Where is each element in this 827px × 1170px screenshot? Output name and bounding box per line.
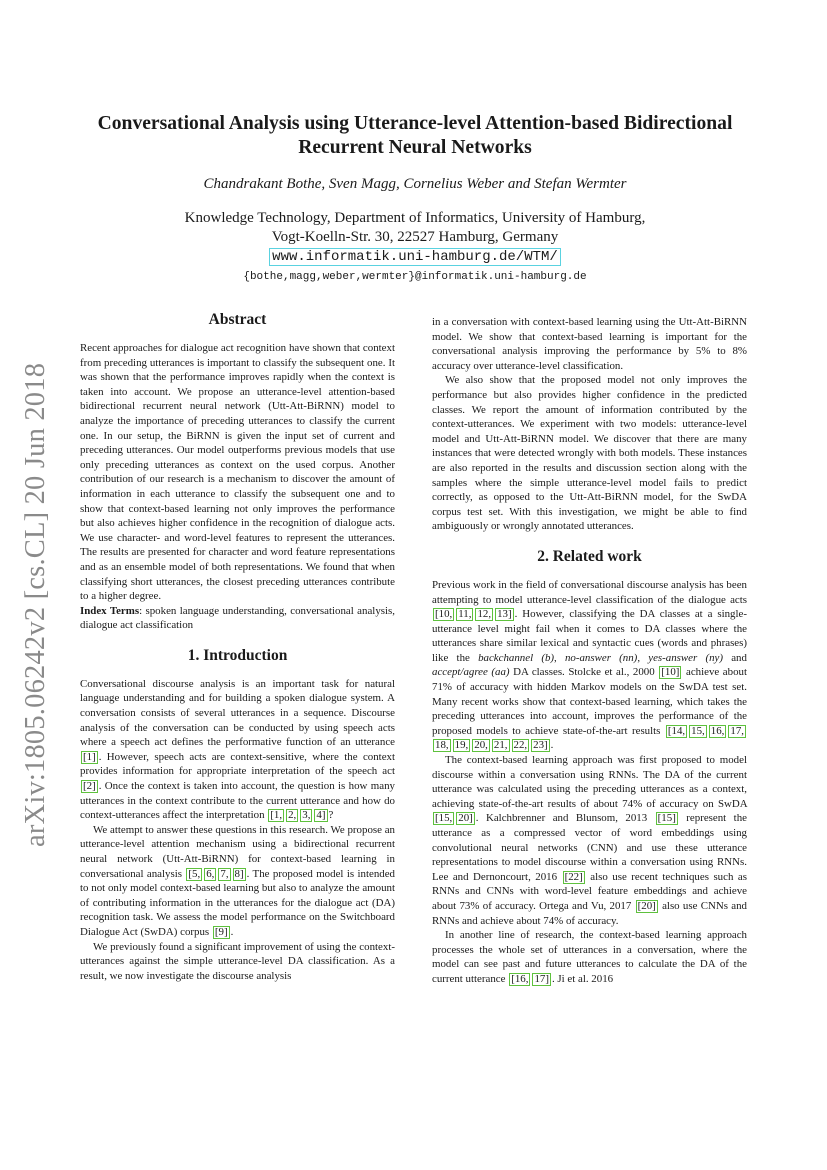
paper-title [80, 112, 750, 160]
citation-link[interactable]: 21, [493, 739, 508, 752]
citation-link[interactable]: [10, [435, 608, 453, 621]
citation-link[interactable]: 20] [458, 812, 473, 825]
citation-link[interactable]: 20, [474, 739, 488, 752]
citation-link[interactable]: 16, [710, 724, 725, 737]
affiliation-line-1: Knowledge Technology, Department of Informatics, University of Hamburg, [184, 210, 646, 226]
intro-paragraph-4: We also show that the proposed model not only improves the performance but also provides higher confidence in the predicted classes. We report the amount of information contributed by the context-utterances. We experiment with two models: utterance-level model and Utt-Att-BiRNN model. We discover that there are many instances that were detected wrongly with both models. These instances are also reported in the results and discussion section along with the samples where the simple utterance-level model fails to predict correctly, as opposed to the Utt-Att-BiRNN model, for the SwDA corpus test set. With this investigation, we might be able to find ambiguously or wrongly annotated utterances. [432, 374, 747, 533]
related-paragraph-3: In another line of research, the context-based learning approach processes the whole set of utterances in a conversation, where the model can see past and future utterances to calculate the DA of the current utterance [16, 17] . Ji et al. 2016 [432, 929, 747, 985]
citation-link[interactable]: 18, [435, 739, 449, 752]
intro-paragraph-1: Conversational discourse analysis is an important task for natural language understanding and for building a spoken dialogue system. A conversation consists of several utterances in a sequence. Discourse analysis of the conversation can be conducted by using speech acts where a speech act defines the performative function of an utterance [1] . However, speech acts are context-sensitive, where the context provides information for appropriate interpretation of the speech act [2] . Once the context is taken into account, the question is how many utterances in the context contribute to the current utterance and how do context-utterances affect the interpretation [1, 2, 3, 4] ? [80, 677, 395, 822]
citation-link[interactable]: [16, [511, 972, 529, 985]
affiliation-line-2: Vogt-Koelln-Str. 30, 22527 Hamburg, Germany [271, 229, 559, 245]
intro-paragraph-3: We previously found a significant improvement of using the context-utterances against the simple utterance-level DA classification. As a result, we now investigate the discourse analysis [80, 940, 395, 982]
citation-link[interactable]: 17, [730, 724, 744, 737]
citation-link[interactable]: 15, [691, 724, 705, 737]
citation-link[interactable]: [22] [564, 870, 583, 883]
affiliation [80, 209, 750, 286]
arxiv-side-label: arXiv:1805.06242v2 [cs.CL] 20 Jun 2018 [20, 362, 51, 848]
citation-link[interactable]: 23] [533, 739, 548, 752]
abstract-text: Recent approaches for dialogue act recognition have shown that context from preceding utterances is important to classify the subsequent one. It was shown that the performance improves rapidly when the context is taken into account. We propose an utterance-level attention-based bidirectional recurrent neural network (Utt-Att-BiRNN) model to analyze the importance of preceding utterances to classify the current one. In our setup, the BiRNN is given the input set of current and preceding utterances. Our model outperforms previous models that use only preceding utterances as context on the used corpus. Another contribution of our research is a mechanism to discover the amount of information in each utterance to classify the subsequent one and to show that context-based learning not only improves the performance but also achieves higher confidence in the recognition of dialogue acts. We use character- and word-level features to represent the utterances. The results are presented for character and word feature representations and as an ensemble model of both representations. We found that when classifying short utterances, the closest preceding utterances contribute to a higher degree. [80, 342, 395, 603]
index-terms-text: : spoken language understanding, conversational analysis, dialogue act classification [80, 604, 395, 632]
title-line-1: Conversational Analysis using Utterance-level Attention-based Bidirectional [97, 113, 733, 134]
related-work-heading: 2. Related work [537, 547, 642, 565]
group-url-link[interactable]: www.informatik.uni-hamburg.de/WTM/ [269, 248, 561, 266]
related-paragraph-1: Previous work in the field of conversational discourse analysis has been attempting to model utterance-level classification of the dialogue acts [10, 11, 12, 13] . However, classifying the DA classes at a single-utterance level might fail when it comes to DA classes where the utterances share similar lexical and syntactic cues (words and phrases) like the backchannel (b), no-answer (nn), yes-answer (ny) and accept/agree (aa) DA classes. Stolcke et al., 2000 [10] achieve about 71% of accuracy with hidden Markov models on the SwDA test set. Many recent works show that context-based learning, which takes the preceding utterances into account, improves the performance of the proposed models to achieve state-of-the-art results [14, 15, 16, 17,18, 19, 20, 21, 22, 23] . [432, 578, 747, 752]
citation-link[interactable]: [14, [667, 724, 686, 737]
citation-link[interactable]: 6, [206, 867, 215, 880]
index-terms-label: Index Terms [80, 604, 140, 617]
citation-link[interactable]: 22, [513, 739, 528, 752]
citation-link[interactable]: 8] [234, 867, 244, 880]
index-terms [80, 604, 395, 633]
introduction-heading: 1. Introduction [187, 646, 288, 664]
intro-paragraph-2: We attempt to answer these questions in this research. We propose an utterance-level attention mechanism using a bidirectional recurrent neural network (Utt-Att-BiRNN) for context-based learning in conversational analysis [5, 6, 7, 8] . The proposed model is intended to not only model context-based learning but also to analyze the amount of contributing information in the utterances for the dialogue act (DA) recognition task. We assess the model performance on the Switchboard Dialogue Act (SwDA) corpus [9] . [80, 823, 395, 938]
intro-paragraph-3-continued: in a conversation with context-based learning using the Utt-Att-BiRNN model. We show that context-based learning is important for the conversational analysis improving the performance by 5% to 8% accuracy over utterance-level classification. [432, 316, 747, 372]
citation-link[interactable]: 3, [302, 809, 311, 822]
citation-link[interactable]: [15] [657, 812, 676, 825]
citation-link[interactable]: 17] [534, 972, 549, 985]
citation-link[interactable]: [9] [214, 925, 228, 938]
citation-link[interactable]: 2, [288, 809, 297, 822]
citation-link[interactable]: [5, [188, 867, 201, 880]
author-emails: {bothe,magg,weber,wermter}@informatik.uni-hamburg.de [243, 271, 587, 283]
author-list: Chandrakant Bothe, Sven Magg, Cornelius Weber and Stefan Wermter [203, 176, 627, 192]
citation-link[interactable]: 4] [316, 809, 326, 822]
citation-link[interactable]: [10] [661, 666, 680, 679]
citation-link[interactable]: [2] [83, 780, 96, 793]
left-column [80, 310, 395, 983]
citation-link[interactable]: [15, [435, 812, 453, 825]
right-column [432, 315, 747, 987]
citation-link[interactable]: [1] [83, 750, 96, 763]
citation-link[interactable]: 7, [220, 867, 229, 880]
abstract-heading: Abstract [208, 311, 267, 328]
citation-link[interactable]: [20] [637, 899, 656, 912]
citation-link[interactable]: 19, [454, 739, 469, 752]
citation-link[interactable]: 11, [458, 608, 472, 621]
citation-link[interactable]: 13] [497, 608, 512, 621]
citation-link[interactable]: [1, [270, 809, 283, 822]
title-line-2: Recurrent Neural Networks [298, 137, 532, 158]
citation-link[interactable]: 12, [477, 608, 492, 621]
related-paragraph-2: The context-based learning approach was first proposed to model discourse within a conversation using RNNs. The DA of the current utterance was calculated using the preceding utterances as a context, achieving state-of-the-art results of about 74% of accuracy on SwDA [15, 20] . Kalchbrenner and Blunsom, 2013 [15] represent the utterance as a compressed vector of word embeddings using convolutional neural networks (CNN) and use these utterance representations to model discourse within a conversation using RNNs. Lee and Dernoncourt, 2016 [22] also use recent techniques such as RNNs and CNNs with word-level feature embeddings and achieve about 73% of accuracy. Ortega and Vu, 2017 [20] also use CNNs and RNNs and achieve about 74% of accuracy. [432, 754, 747, 927]
